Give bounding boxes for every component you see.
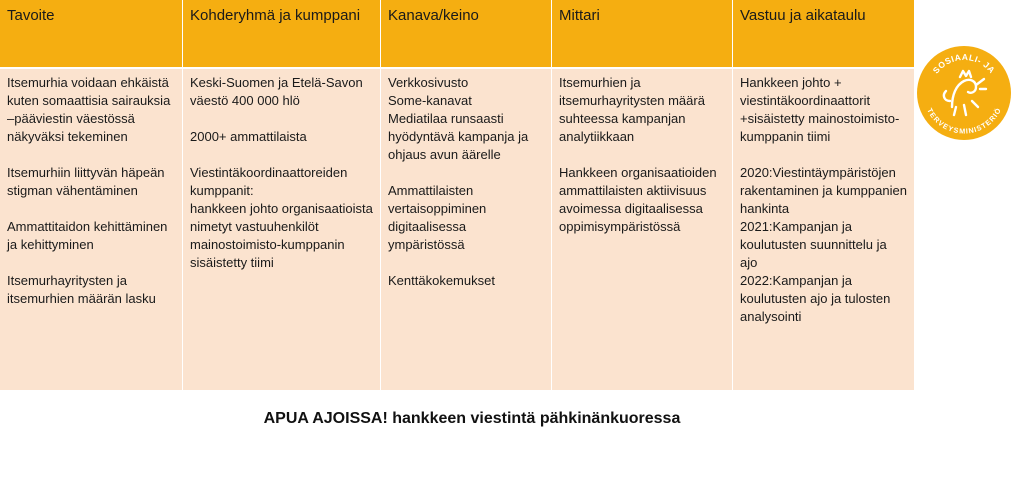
ministry-logo — [916, 45, 1012, 141]
cell-tavoite — [0, 69, 182, 390]
cell-text: Itsemurhia voidaan ehkäistä kuten somaattisia sairauksia –pääviestin väestössä näkyväksi tekeminen — [7, 75, 171, 144]
header-kohderyhma: Kohderyhmä ja kumppani — [183, 0, 380, 67]
cell-text: Keski-Suomen ja Etelä-Savon väestö 400 000 hlö — [190, 75, 363, 108]
header-tavoite: Tavoite — [0, 0, 182, 67]
cell-text: 2020:Viestintäympäristöjen rakentaminen ja kumppanien hankinta 2021:Kampanjan ja koulutusten suunnittelu ja ajo 2022:Kampanjan ja koulutusten ajo ja tulosten analysointi — [740, 165, 907, 324]
cell-vastuu — [733, 69, 914, 390]
cell-text: Itsemurhien ja itsemurhayritysten määrä suhteessa kampanjan analytiikkaan — [559, 75, 705, 144]
header-kanava: Kanava/keino — [381, 0, 551, 67]
cell-kanava — [381, 69, 551, 390]
header-vastuu: Vastuu ja aikataulu — [733, 0, 914, 67]
cell-text: Itsemurhiin liittyvän häpeän stigman vähentäminen — [7, 165, 165, 198]
header-mittari: Mittari — [552, 0, 732, 67]
cell-text: Ammattitaidon kehittäminen ja kehittyminen — [7, 219, 168, 252]
cell-mittari — [552, 69, 732, 390]
slide-caption: APUA AJOISSA! hankkeen viestintä pähkinänkuoressa — [263, 410, 681, 427]
cell-text: Hankkeen organisaatioiden ammattilaisten aktiivisuus avoimessa digitaalisessa oppimisympäristössä — [559, 165, 717, 234]
logo-top-text: SOSIAALI- JA — [930, 51, 998, 76]
cell-text: Itsemurhayritysten ja itsemurhien määrän lasku — [7, 273, 156, 306]
cell-text: 2000+ ammattilaista — [190, 129, 307, 144]
cell-text: Hankkeen johto + viestintäkoordinaattorit +sisäistetty mainostoimisto-kumppanin tiimi — [740, 75, 900, 144]
cell-text: Verkkosivusto Some-kanavat Mediatilaa runsaasti hyödyntävä kampanja ja ohjaus avun äärelle — [388, 75, 529, 162]
cell-text: Ammattilaisten vertaisoppiminen digitaalisessa ympäristössä — [388, 183, 487, 252]
cell-text: Kenttäkokemukset — [388, 273, 495, 288]
cell-kohderyhma — [183, 69, 380, 390]
cell-text: Viestintäkoordinaattoreiden kumppanit: hankkeen johto organisaatioista nimetyt vastuuhenkilöt mainostoimisto-kumppanin sisäistetty tiimi — [190, 165, 373, 270]
logo-bottom-text: TERVEYSMINISTERIÖ — [925, 106, 1003, 136]
